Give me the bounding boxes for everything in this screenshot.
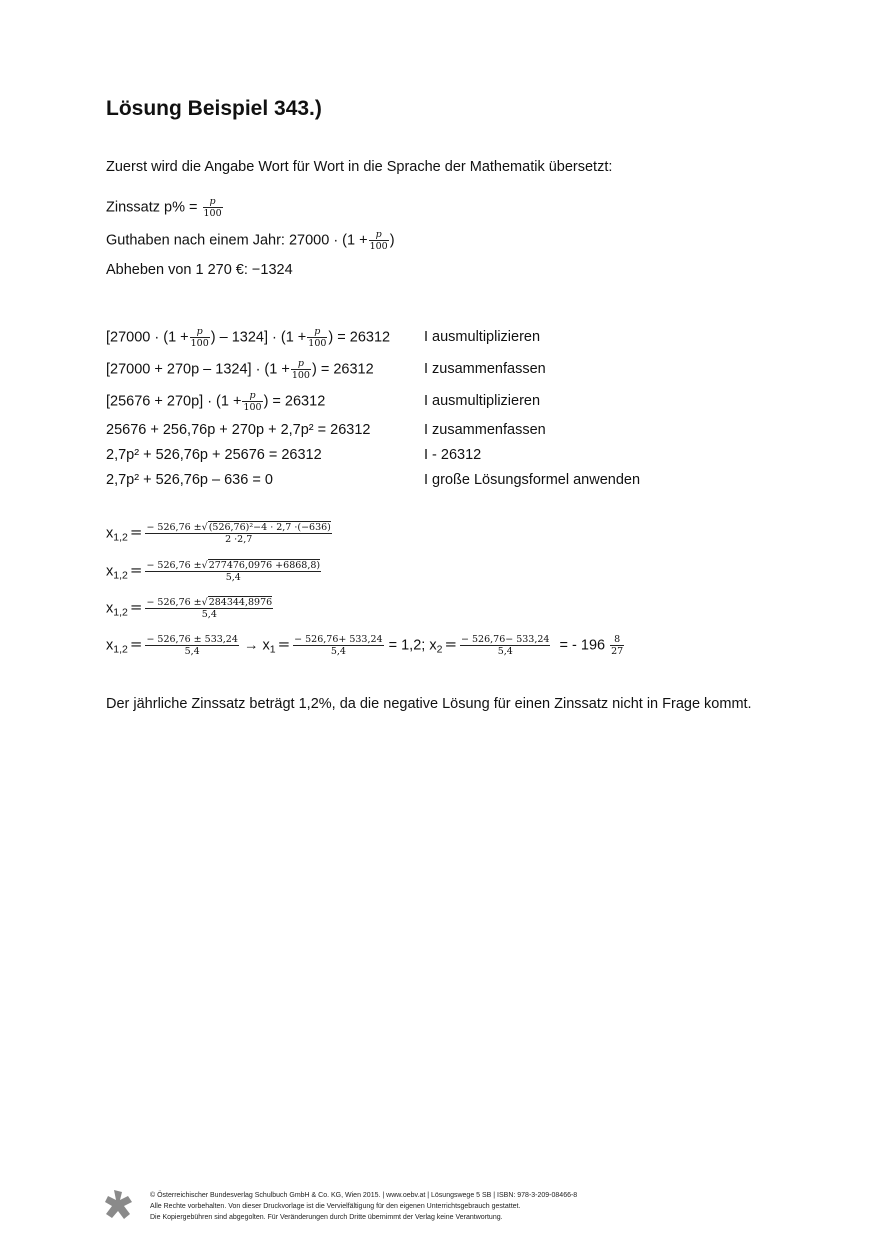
p-over-100: $\frac{p}{100}$: [203, 196, 222, 219]
footer-line-2: Alle Rechte vorbehalten. Von dieser Druckvorlage ist die Vervielfältigung für den eigenen Unterrichtsgebrauch gestattet.: [150, 1203, 521, 1210]
fraction: $\frac{- 526,76+ 533,24}{5,4}$: [294, 634, 383, 657]
fraction: $\frac{- 526,76 \pm√284344,8976}{5,4}$: [146, 597, 273, 620]
zinssatz-label: Zinssatz p% =: [106, 199, 198, 216]
step-3: [25676 + 270p] · (1 + $\frac{p}{100}$ ) = 26312: [106, 390, 326, 413]
fraction: $\frac{8}{27}$: [611, 634, 624, 657]
step-4-note: I zusammenfassen: [424, 422, 546, 438]
fraction: $\frac{- 526,76 \pm 533,24}{5,4}$: [146, 634, 238, 657]
abheben-line: Abheben von 1 270 €: −1324: [106, 262, 293, 278]
p-over-100: $\frac{p}{100}$: [369, 229, 388, 252]
p-over-100: $\frac{p}{100}$: [308, 326, 327, 349]
footer-line-1: © Österreichischer Bundesverlag Schulbuch GmbH & Co. KG, Wien 2015. | www.oebv.at | Lösungswege 5 SB | ISBN: 978-3-209-08466-8: [150, 1192, 578, 1199]
page-title: Lösung Beispiel 343.): [106, 97, 322, 120]
fraction: $\frac{- 526,76 \pm√277476,0976 +6868,8)}{5,4}$: [146, 560, 321, 583]
p-over-100: $\frac{p}{100}$: [190, 326, 209, 349]
step-4: 25676 + 256,76p + 270p + 2,7p² = 26312: [106, 422, 371, 438]
step-5-note: I - 26312: [424, 447, 482, 463]
formula-line-4: $x_{1,2}$ = $\frac{- 526,76 \pm 533,24}{5,4}$ → $x_1$ = $\frac{- 526,76+ 533,24}{5,4}$ = 1,2; $x_2$ = $\frac{- 526,76- 533,24}{5,4}$ = - 196 $\frac{8}{27}$: [106, 634, 624, 657]
footer: [150, 1190, 577, 1223]
step-2: [27000 + 270p – 1324] · (1 + $\frac{p}{100}$ ) = 26312: [106, 358, 374, 381]
p-over-100: $\frac{p}{100}$: [291, 358, 310, 381]
intro-text: Zuerst wird die Angabe Wort für Wort in die Sprache der Mathematik übersetzt:: [106, 159, 613, 175]
step-6: 2,7p² + 526,76p – 636 = 0: [106, 472, 273, 488]
step-5: 2,7p² + 526,76p + 25676 = 26312: [106, 447, 322, 463]
guthaben-label: Guthaben nach einem Jahr: 27000 · (1 +: [106, 232, 368, 249]
formula-line-3: $x_{1,2}$ = $\frac{- 526,76 \pm√284344,8976}{5,4}$: [106, 597, 273, 620]
conclusion: Der jährliche Zinssatz beträgt 1,2%, da die negative Lösung für einen Zinssatz nicht in Frage kommt.: [106, 696, 752, 712]
fraction: $\frac{\text{− 526,76 ±√(526,76)²−4 · 2,7 ·(−636)}}{2 \cdot 2,7}$: [146, 522, 331, 545]
step-1-note: I ausmultiplizieren: [424, 329, 541, 345]
fraction: $\frac{- 526,76- 533,24}{5,4}$: [461, 634, 550, 657]
p-over-100: $\frac{p}{100}$: [243, 390, 262, 413]
formula-line-2: $x_{1,2}$ = $\frac{- 526,76 \pm√277476,0976 +6868,8)}{5,4}$: [106, 560, 321, 583]
footer-line-3: Die Kopiergebühren sind abgegolten. Für Veränderungen durch Dritte übernimmt der Verlag keine Verantwortung.: [150, 1214, 503, 1221]
step-3-note: I ausmultiplizieren: [424, 393, 541, 409]
formula-line-1: $x_{1,2}$ = $\frac{\text{− 526,76 ±√(526,76)²−4 · 2,7 ·(−636)}}{2 \cdot 2,7}$: [106, 522, 331, 545]
publisher-logo: [104, 1188, 136, 1222]
zinssatz-line: [106, 196, 224, 219]
guthaben-line: Guthaben nach einem Jahr: 27000 · (1 + $\frac{p}{100}$ ): [106, 229, 395, 252]
step-6-note: I große Lösungsformel anwenden: [424, 472, 641, 488]
step-1: [27000 · (1 + $\frac{p}{100}$ ) – 1324] · (1 + $\frac{p}{100}$ ) = 26312: [106, 326, 391, 349]
step-2-note: I zusammenfassen: [424, 361, 546, 377]
